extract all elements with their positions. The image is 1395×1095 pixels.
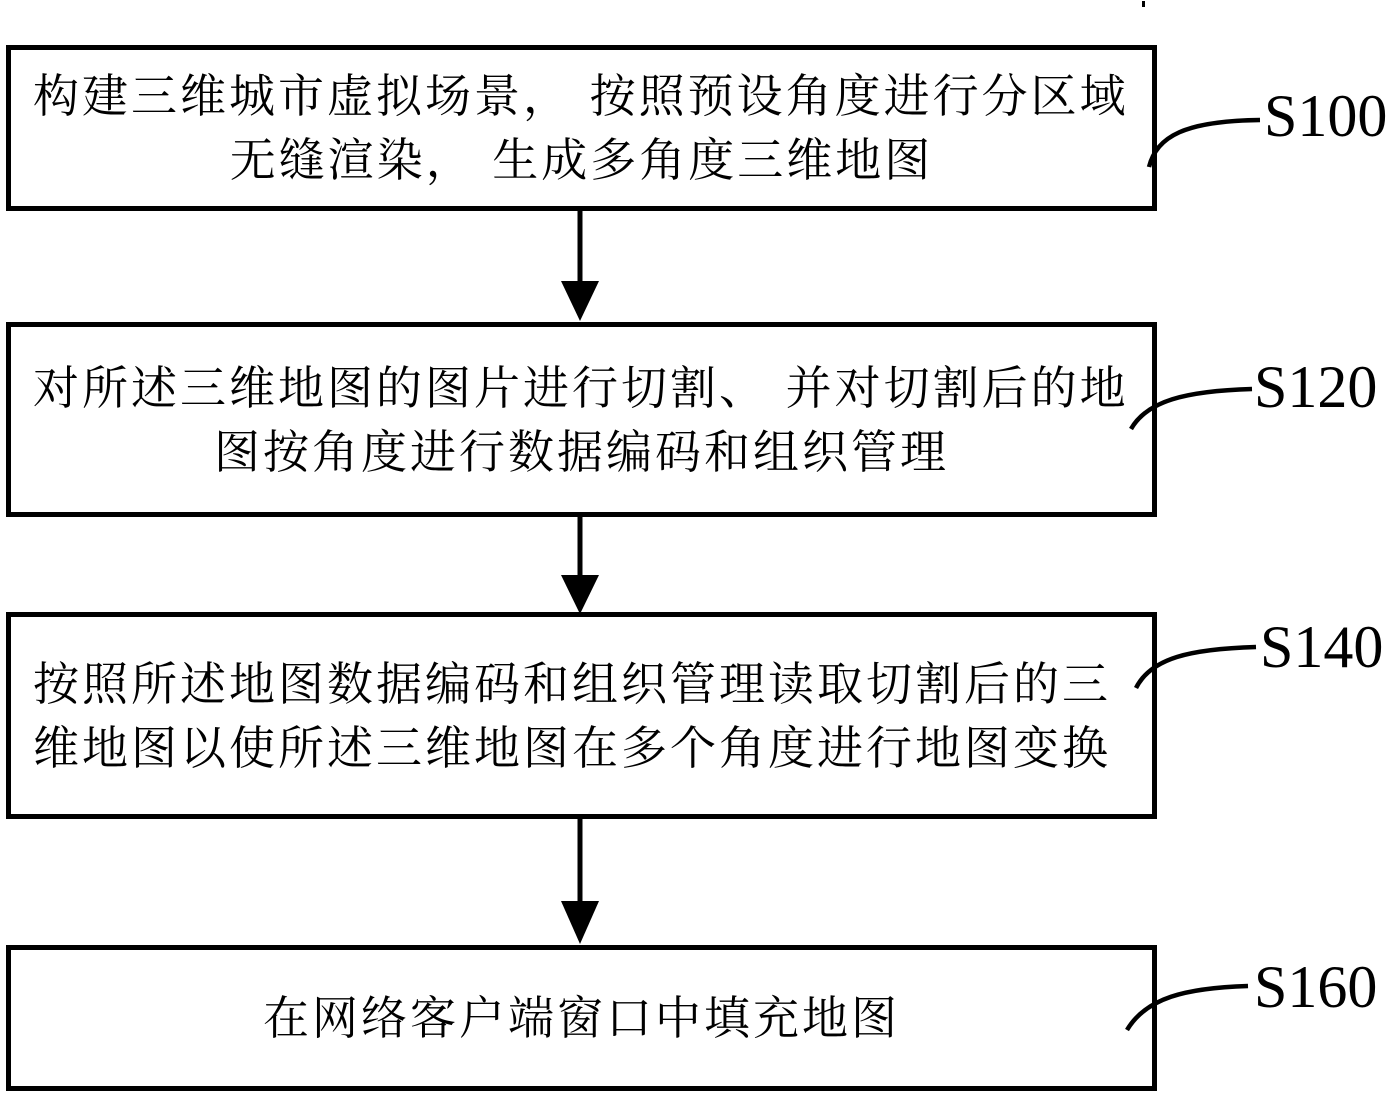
step-s140-line-1: 按照所述地图数据编码和组织管理读取切割后的三 bbox=[33, 656, 1111, 711]
step-box-s140 bbox=[6, 612, 1157, 819]
step-label-s160: S160 bbox=[1254, 954, 1378, 1020]
down-arrow-icon bbox=[561, 819, 599, 944]
step-box-s120 bbox=[6, 322, 1157, 517]
step-label-s140: S140 bbox=[1260, 614, 1384, 680]
step-box-s160 bbox=[6, 945, 1157, 1091]
step-box-s100 bbox=[6, 45, 1157, 211]
step-s120-line-1: 对所述三维地图的图片进行切割、 并对切割后的地 bbox=[33, 360, 1129, 415]
step-s160-line-1: 在网络客户端窗口中填充地图 bbox=[263, 991, 900, 1045]
scan-artifact bbox=[1142, 1, 1145, 7]
step-label-s100: S100 bbox=[1264, 83, 1388, 149]
step-s100-line-1: 构建三维城市虚拟场景， 按照预设角度进行分区域 bbox=[33, 69, 1129, 123]
down-arrow-icon bbox=[561, 211, 599, 321]
leader-line-s100 bbox=[1149, 120, 1260, 167]
step-s120-line-2: 图按角度进行数据编码和组织管理 bbox=[214, 424, 949, 479]
down-arrow-icon bbox=[561, 517, 599, 614]
step-label-s120: S120 bbox=[1254, 354, 1378, 420]
step-s140-line-2: 维地图以使所述三维地图在多个角度进行地图变换 bbox=[33, 720, 1111, 775]
step-s100-line-2: 无缝渲染， 生成多角度三维地图 bbox=[229, 133, 934, 187]
